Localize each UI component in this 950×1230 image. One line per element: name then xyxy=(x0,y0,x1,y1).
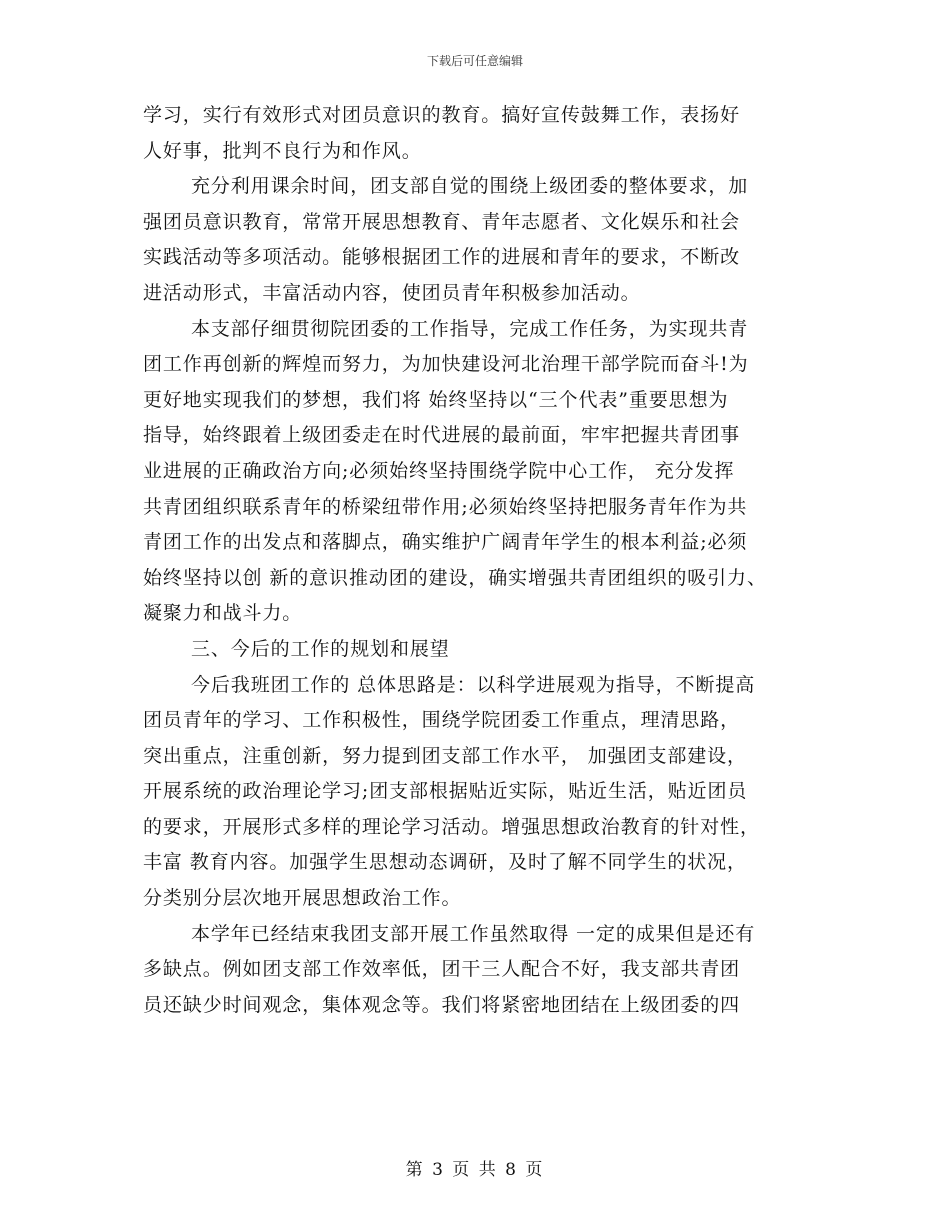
page-header: 下载后可任意编辑 xyxy=(426,54,523,68)
paragraph-start-line: 今后我班团工作的 总体思路是：以科学进展观为指导，不断提高 xyxy=(191,673,756,696)
text-line: 员还缺少时间观念，集体观念等。我们将紧密地团结在上级团委的四 xyxy=(143,993,741,1016)
text-line: 多缺点。例如团支部工作效率低，团干三人配合不好，我支部共青团 xyxy=(143,958,741,981)
text-line: 始终坚持以创 新的意识推动团的建设，确实增强共青团组织的吸引力、 xyxy=(143,566,767,589)
text-line: 突出重点，注重创新，努力提到团支部工作水平， 加强团支部建设， xyxy=(143,744,747,767)
text-line: 人好事，批判不良行为和作风。 xyxy=(143,139,422,162)
text-line: 团员青年的学习、工作积极性，围绕学院团委工作重点，理清思路， xyxy=(143,709,741,732)
text-line: 团工作再创新的辉煌而努力，为加快建设河北治理干部学院而奋斗!为 xyxy=(143,353,749,376)
text-line: 实践活动等多项活动。能够根据团工作的进展和青年的要求，不断改 xyxy=(143,246,741,269)
text-line: 丰富 教育内容。加强学生思想动态调研，及时了解不同学生的状况， xyxy=(143,851,747,874)
text-line: 分类别分层次地开展思想政治工作。 xyxy=(143,887,462,910)
text-line: 业进展的正确政治方向;必须始终坚持围绕学院中心工作， 充分发挥 xyxy=(143,459,735,482)
document-body xyxy=(143,98,813,1023)
section-heading: 三、今后的工作的规划和展望 xyxy=(191,637,450,660)
text-line: 指导，始终跟着上级团委走在时代进展的最前面，牢牢把握共青团事 xyxy=(143,424,741,447)
text-line: 青团工作的出发点和落脚点，确实维护广阔青年学生的根本利益;必须 xyxy=(143,531,748,554)
paragraph-start-line: 充分利用课余时间，团支部自觉的围绕上级团委的整体要求，加 xyxy=(191,175,749,198)
text-line: 进活动形式，丰富活动内容，使团员青年积极参加活动。 xyxy=(143,281,641,304)
paragraph-start-line: 本支部仔细贯彻院团委的工作指导，完成工作任务，为实现共青 xyxy=(191,317,749,340)
page-number-footer: 第 3 页 共 8 页 xyxy=(405,1160,545,1180)
text-line: 的要求，开展形式多样的理论学习活动。增强思想政治教育的针对性， xyxy=(143,815,760,838)
text-line: 凝聚力和战斗力。 xyxy=(143,602,303,625)
text-line: 开展系统的政治理论学习;团支部根据贴近实际，贴近生活，贴近团员 xyxy=(143,780,748,803)
text-line: 学习，实行有效形式对团员意识的教育。搞好宣传鼓舞工作，表扬好 xyxy=(143,104,741,126)
paragraph-start-line: 本学年已经结束我团支部开展工作虽然取得 一定的成果但是还有 xyxy=(191,922,756,945)
text-line: 共青团组织联系青年的桥梁纽带作用;必须始终坚持把服务青年作为共 xyxy=(143,495,748,518)
text-line: 强团员意识教育，常常开展思想教育、青年志愿者、文化娱乐和社会 xyxy=(143,210,741,233)
text-line: 更好地实现我们的梦想，我们将 始终坚持以“三个代表”重要思想为 xyxy=(143,388,729,411)
